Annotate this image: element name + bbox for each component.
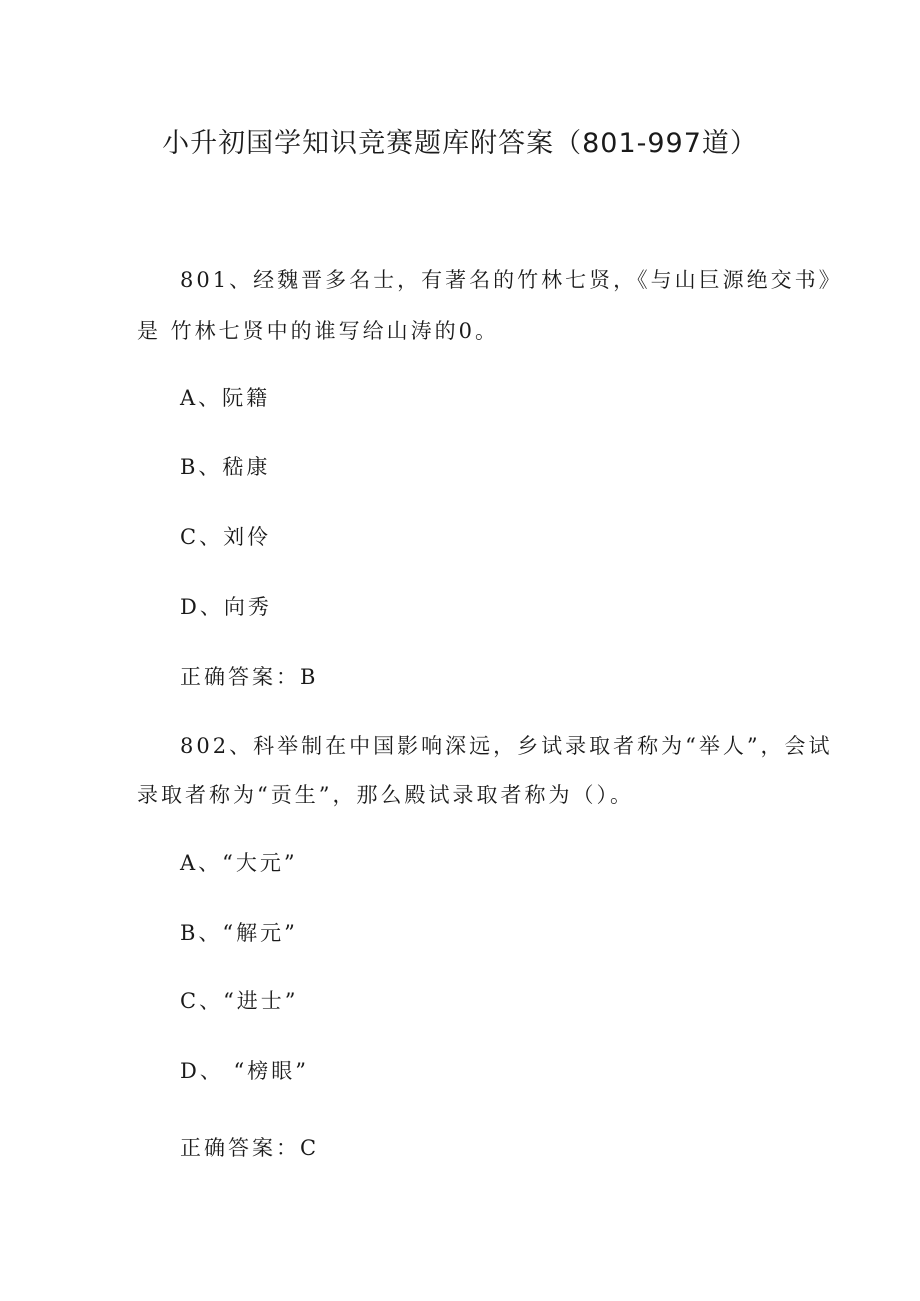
question-801-option-c: C、刘伶 bbox=[180, 525, 272, 549]
question-802-option-a: A、“大元” bbox=[180, 851, 298, 875]
question-802-stem-line-2: 录取者称为“贡生”，那么殿试录取者称为（）。 bbox=[137, 783, 634, 807]
question-802-option-b: B、“解元” bbox=[180, 921, 298, 945]
question-801-option-b: B、嵇康 bbox=[180, 455, 271, 479]
question-802-answer: 正确答案：C bbox=[180, 1136, 320, 1160]
question-802-option-d: D、 “榜眼” bbox=[180, 1059, 309, 1083]
document-title: 小升初国学知识竞赛题库附答案（801-997道） bbox=[162, 128, 758, 159]
question-801-option-a: A、阮籍 bbox=[180, 386, 271, 410]
question-801-stem-line-2: 是 竹林七贤中的谁写给山涛的0。 bbox=[137, 319, 500, 343]
question-801-stem-line-1: 801、经魏晋多名士，有著名的竹林七贤，《与山巨源绝交书》 bbox=[180, 268, 843, 292]
question-801-answer: 正确答案：B bbox=[180, 665, 319, 689]
question-802-option-c: C、“进士” bbox=[180, 989, 299, 1013]
question-802-stem-line-1: 802、科举制在中国影响深远，乡试录取者称为“举人”，会试 bbox=[180, 734, 833, 758]
question-801-option-d: D、向秀 bbox=[180, 595, 272, 619]
